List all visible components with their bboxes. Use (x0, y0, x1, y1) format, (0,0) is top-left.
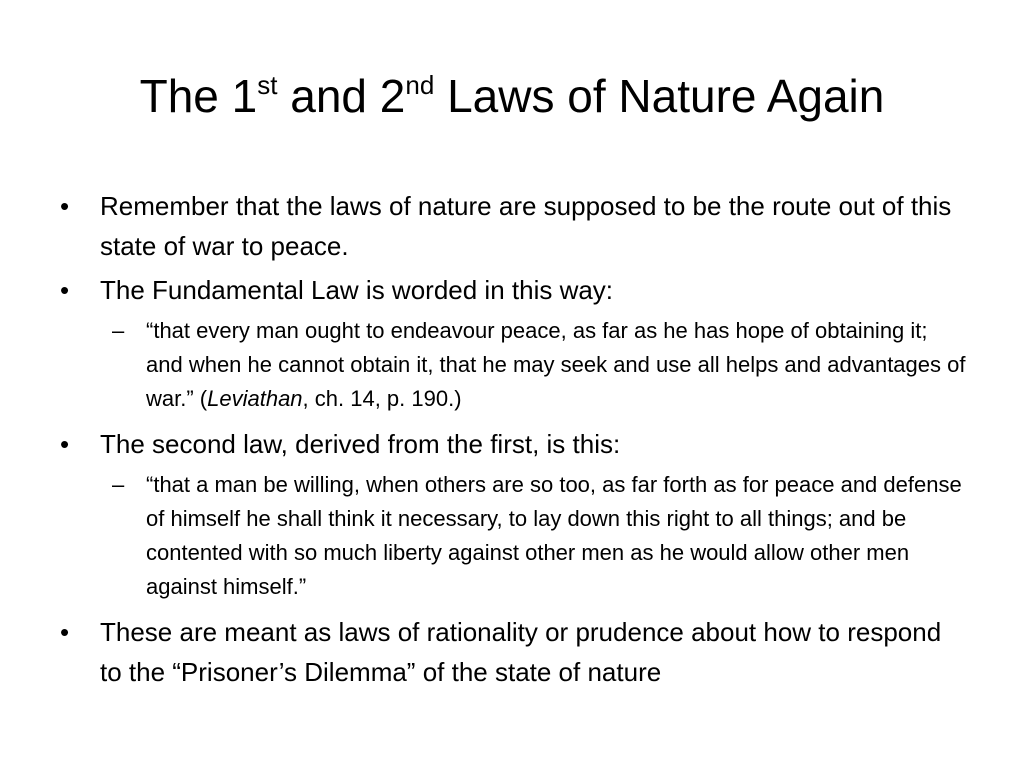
title-part-3: Laws of Nature Again (434, 70, 885, 122)
bullet-marker: • (60, 617, 70, 647)
bullet-marker: • (60, 191, 70, 221)
sub-bullet-text-2: “that a man be willing, when others are so too, as far forth as for peace and defense of himself he shall think it necessary, to lay down this right to all things; and be contented with so much liberty against other men as he would allow other men against himself.” (146, 472, 962, 599)
bullet-text-3: The second law, derived from the first, is this: (100, 429, 621, 459)
bullet-item-4 (60, 612, 970, 692)
bullet-marker: • (60, 275, 70, 305)
bullet-text-1: Remember that the laws of nature are supposed to be the route out of this state of war to peace. (100, 191, 952, 261)
title-part-2: and 2 (277, 70, 406, 122)
title-superscript-2: nd (405, 69, 435, 100)
bullet-text-2: The Fundamental Law is worded in this way: (100, 275, 614, 305)
sub-bullet-text-1 (146, 314, 970, 416)
slide-title (40, 66, 984, 126)
bullet-item-1 (60, 186, 970, 266)
title-superscript-1: st (257, 69, 278, 100)
bullet-marker: • (60, 429, 70, 459)
quote-text-1: “that every man ought to endeavour peace, as far as he has hope of obtaining it; and when he cannot obtain it, that he may seek and use all helps and advantages of war.” ( (146, 318, 966, 411)
sub-bullet-marker: – (112, 318, 125, 343)
leviathan-title: Leviathan (207, 386, 303, 411)
slide-body (60, 186, 970, 692)
sub-bullet-item-1 (112, 314, 970, 416)
sub-bullet-item-2 (112, 468, 970, 604)
bullet-item-2 (60, 270, 970, 310)
citation-text: , ch. 14, p. 190.) (302, 386, 462, 411)
bullet-text-4: These are meant as laws of rationality or prudence about how to respond to the “Prisoner’s Dilemma” of the state of nature (100, 617, 942, 687)
sub-bullet-marker: – (112, 472, 125, 497)
title-part-1: The 1 (139, 70, 258, 122)
bullet-item-3 (60, 424, 970, 464)
